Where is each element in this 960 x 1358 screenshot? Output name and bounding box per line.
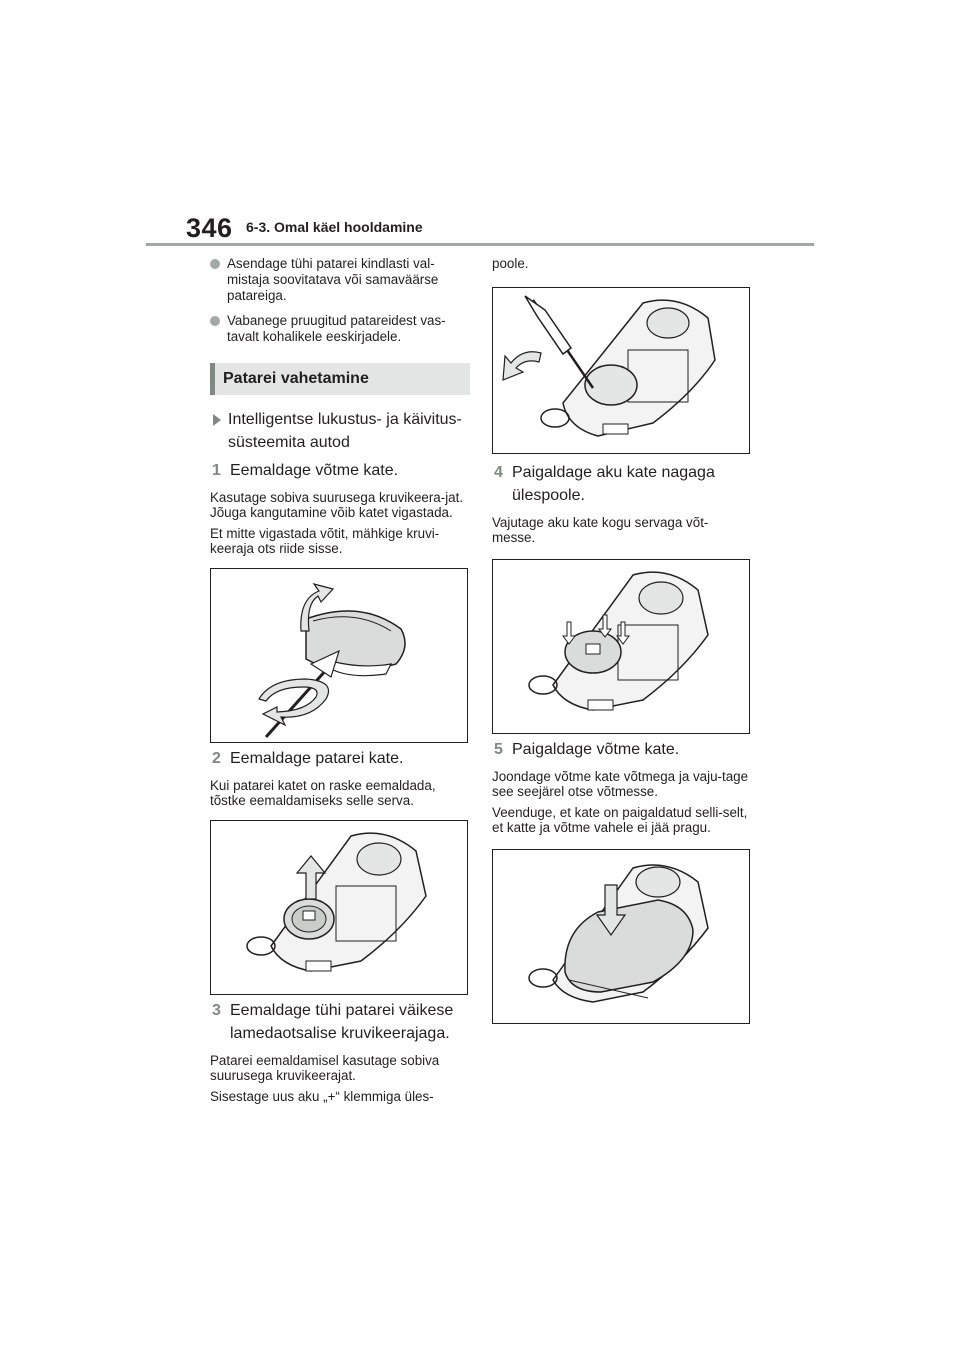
step-text: Eemaldage patarei kate. bbox=[230, 750, 404, 767]
figure-install-battery-cover bbox=[492, 559, 750, 734]
step-note: Veenduge, et kate on paigaldatud selli-selt, et katte ja võtme vahele ei jää pragu. bbox=[492, 805, 748, 835]
step-number: 1 bbox=[212, 462, 221, 479]
right-column bbox=[492, 252, 750, 1024]
step-text: Paigaldage aku kate nagaga ülespoole. bbox=[512, 464, 715, 504]
bullet-dot-icon bbox=[210, 316, 220, 326]
step-3 bbox=[210, 999, 470, 1045]
bullet-text: Vabanege pruugitud patareidest vas-tavalt kohalikele eeskirjadele. bbox=[227, 313, 446, 344]
step-text: Eemaldage võtme kate. bbox=[230, 462, 399, 479]
step-note: Vajutage aku kate kogu servaga võt-messe. bbox=[492, 515, 709, 545]
triangle-icon bbox=[213, 414, 221, 426]
section-title: 6-3. Omal käel hooldamine bbox=[246, 219, 423, 235]
bullet-dot-icon bbox=[210, 259, 220, 269]
bullet-text: Asendage tühi patarei kindlasti val-mistaja soovitatava või samaväärse patareiga. bbox=[227, 256, 439, 303]
figure-remove-battery-cover bbox=[210, 820, 468, 995]
battery-cover-illustration bbox=[211, 821, 467, 994]
step-4 bbox=[492, 461, 750, 507]
bullet-item bbox=[210, 256, 470, 304]
figure-install-key-cover bbox=[492, 849, 750, 1024]
key-cover-illustration bbox=[211, 569, 467, 742]
left-column bbox=[210, 252, 470, 1104]
heading-bar bbox=[210, 363, 215, 395]
step-5 bbox=[492, 738, 750, 761]
figure-remove-key-cover bbox=[210, 568, 468, 743]
step-number: 4 bbox=[494, 464, 503, 481]
bullet-item bbox=[210, 313, 470, 345]
step-note: Kasutage sobiva suurusega kruvikeera-jat. Jõuga kangutamine võib katet vigastada. bbox=[210, 490, 464, 520]
continuation-text: poole. bbox=[492, 256, 529, 271]
step-note: Patarei eemaldamisel kasutage sobiva suurusega kruvikeerajat. bbox=[210, 1053, 440, 1083]
section-heading bbox=[210, 363, 470, 395]
step-text: Eemaldage tühi patarei väikese lamedaotsalise kruvikeerajaga. bbox=[230, 1002, 454, 1042]
step-note: Kui patarei katet on raske eemaldada, tõstke eemaldamiseks selle serva. bbox=[210, 778, 436, 808]
step-note: Sisestage uus aku „+“ klemmiga üles- bbox=[210, 1089, 434, 1104]
step-1 bbox=[210, 459, 470, 482]
step-note: Joondage võtme kate võtmega ja vaju-tage see seejärel otse võtmesse. bbox=[492, 769, 749, 799]
battery-removal-illustration bbox=[493, 288, 749, 453]
header-divider bbox=[146, 243, 814, 246]
step-note: Et mitte vigastada võtit, mähkige kruvi-keeraja ots riide sisse. bbox=[210, 526, 440, 556]
section-heading-text: Patarei vahetamine bbox=[223, 370, 369, 387]
page-number: 346 bbox=[186, 213, 233, 243]
key-cover-install-illustration bbox=[493, 850, 749, 1023]
subheading bbox=[210, 408, 470, 454]
battery-install-illustration bbox=[493, 560, 749, 733]
subheading-text: Intelligentse lukustus- ja käivitus-süsteemita autod bbox=[228, 411, 462, 451]
step-2 bbox=[210, 747, 470, 770]
step-number: 5 bbox=[494, 741, 503, 758]
step-number: 2 bbox=[212, 750, 221, 767]
step-text: Paigaldage võtme kate. bbox=[512, 741, 680, 758]
figure-remove-battery bbox=[492, 287, 750, 454]
step-number: 3 bbox=[212, 1002, 221, 1019]
